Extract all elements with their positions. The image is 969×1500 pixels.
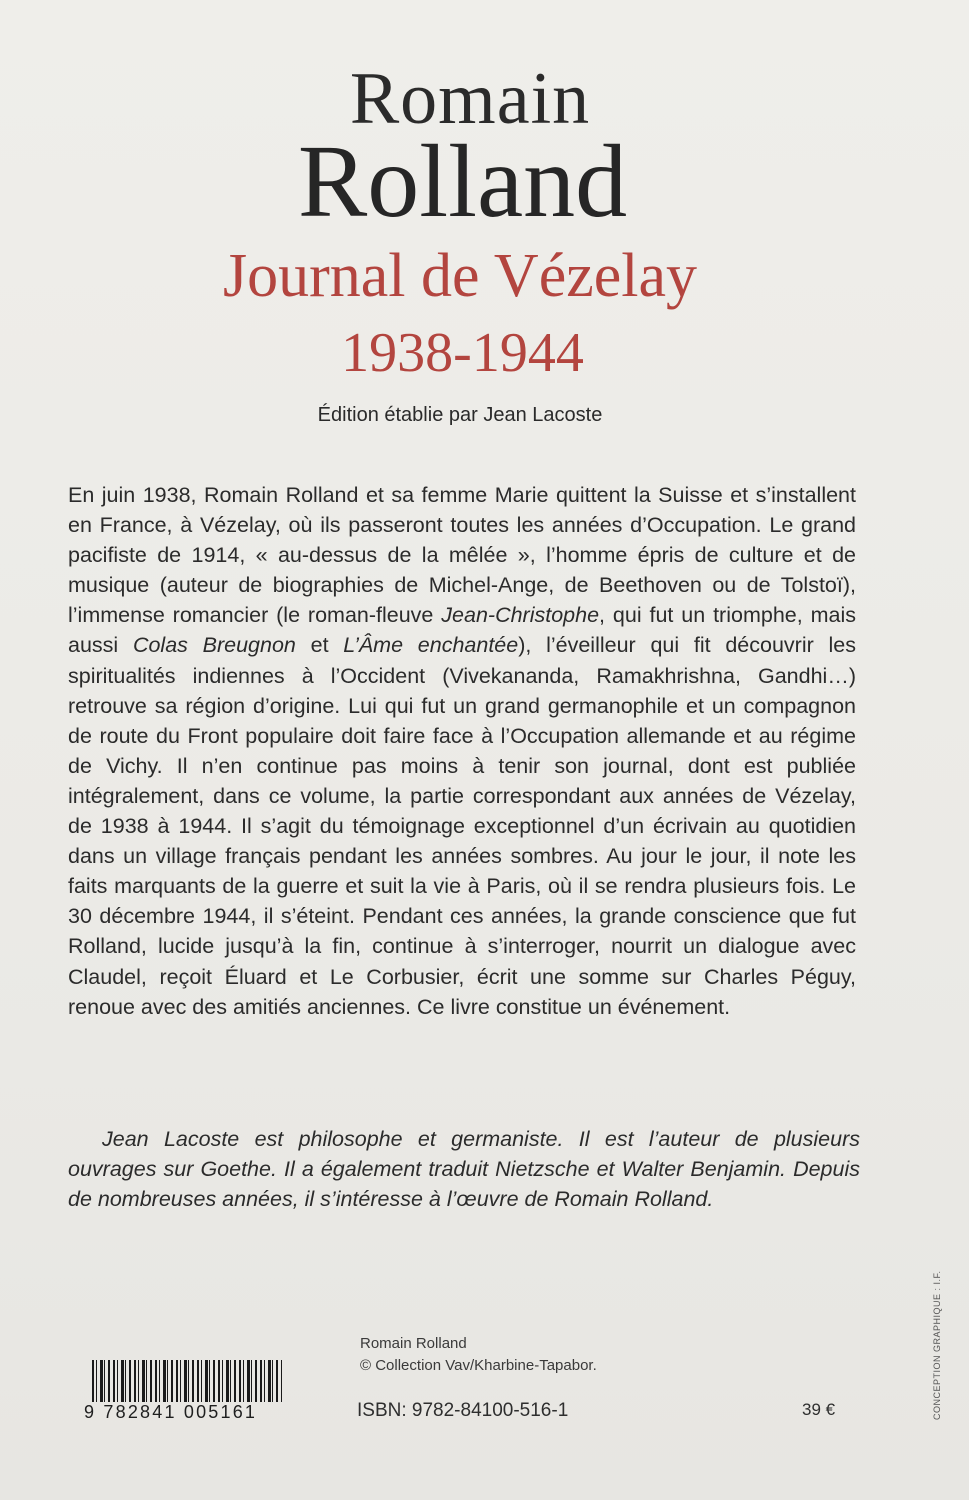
blurb-text: , qui fut un triomphe, mais aussi	[68, 603, 856, 658]
design-credit: CONCEPTION GRAPHIQUE : I.F.	[932, 1270, 942, 1420]
editor-bio	[68, 1124, 860, 1214]
blurb-text: et	[295, 633, 344, 658]
barcode-digits: 9 782841 005161	[84, 1402, 258, 1422]
book-years: 1938-1944	[341, 322, 584, 384]
author-last-name: Rolland	[297, 124, 628, 239]
author-first-name: Romain	[349, 58, 591, 140]
barcode	[92, 1360, 282, 1402]
book-reference: L’Âme enchantée	[343, 633, 519, 658]
blurb-paragraph	[68, 480, 856, 1022]
book-reference: Jean-Christophe	[441, 603, 600, 628]
bio-text: Jean Lacoste est philosophe et germaniste. Il est l’auteur de plusieurs ouvrages sur Goethe. Il a également traduit Nietzsche et Walter Benjamin. Depuis de nombreuses années, il s’intéresse à l’œuvre de Romain Rolland.	[68, 1127, 860, 1212]
photo-credit-subject: Romain Rolland	[360, 1335, 467, 1352]
photo-credit-source: © Collection Vav/Kharbine-Tapabor.	[360, 1357, 597, 1374]
blurb-text: En juin 1938, Romain Rolland et sa femme Marie quittent la Suisse et s’installent en France, à Vézelay, où ils passeront toutes les années d’Occupation. Le grand pacifiste de 1914, « au-dessus de la mêlée », l’homme épris de culture et de musique (auteur de biographies de Michel-Ange, de Beethoven ou de Tolstoï), l’immense romancier (le roman-fleuve	[68, 483, 856, 628]
book-reference: Colas Breugnon	[132, 633, 296, 658]
editor-line: Édition établie par Jean Lacoste	[317, 404, 603, 426]
book-title: Journal de Vézelay	[223, 242, 697, 310]
isbn: ISBN: 9782-84100-516-1	[357, 1400, 569, 1421]
blurb-text: ), l’éveilleur qui fit découvrir les spiritualités indiennes à l’Occident (Vivekananda, Ramakhrishna, Gandhi…) retrouve sa région d’origine. Lui qui fut un grand germanophile et un compagnon de route du Front populaire doit faire face à l’Occupation allemande et au régime de Vichy. Il n’en continue pas moins à tenir son journal, dont est publiée intégralement, dans ce volume, la partie correspondant aux années de Vézelay, de 1938 à 1944. Il s’agit du témoignage exceptionnel d’un écrivain au quotidien dans un village français pendant les années sombres. Au jour le jour, il note les faits marquants de la guerre et suit la vie à Paris, où il se rendra plusieurs fois. Le 30 décembre 1944, il s’éteint. Pendant ces années, la grande conscience que fut Rolland, lucide jusqu’à la fin, continue à s’interroger, nourrit un dialogue avec Claudel, reçoit Éluard et Le Corbusier, écrit une somme sur Charles Péguy, renoue avec des amitiés anciennes. Ce livre constitue un événement.	[68, 633, 856, 1019]
price: 39 €	[802, 1400, 836, 1419]
